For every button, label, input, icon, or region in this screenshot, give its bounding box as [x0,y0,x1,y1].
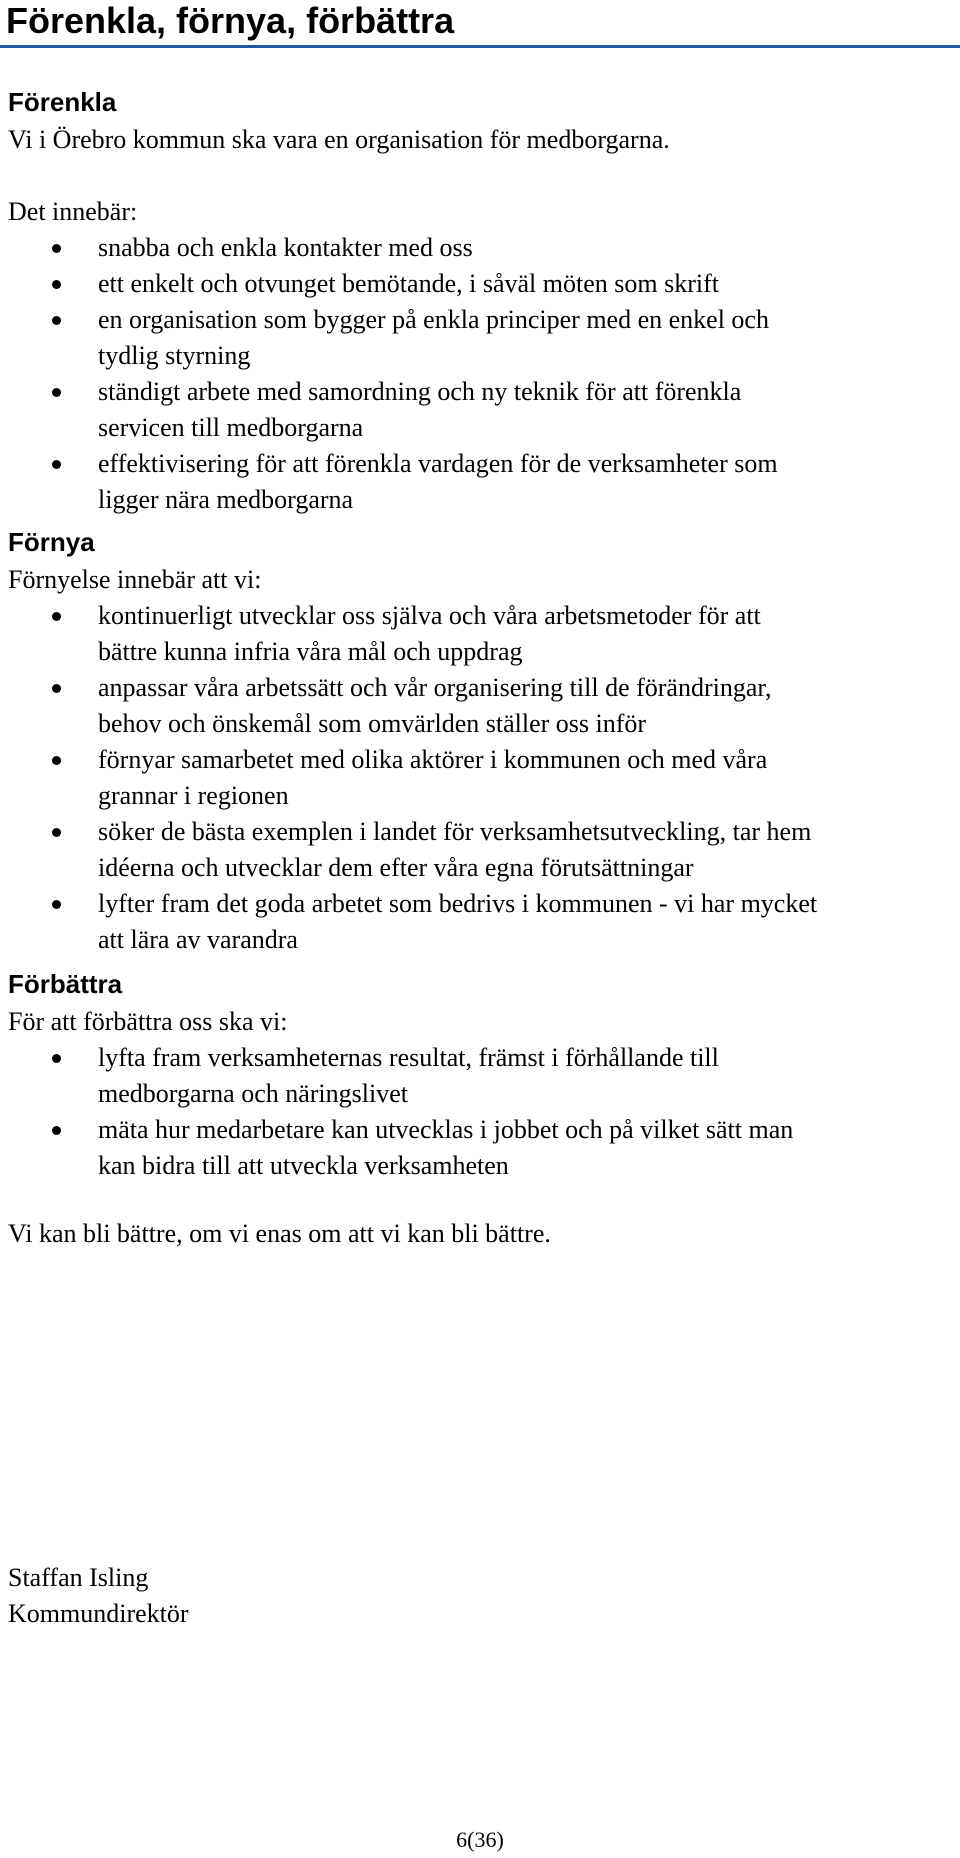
bullet-icon [52,828,61,837]
forenkla-intro: Vi i Örebro kommun ska vara en organisation för medborgarna. [8,125,670,154]
list-item-line: snabba och enkla kontakter med oss [98,233,473,262]
list-item-line: förnyar samarbetet med olika aktörer i kommunen och med våra [98,745,768,774]
list-item [0,598,960,670]
list-item [0,374,960,446]
list-item-line: ligger nära medborgarna [98,485,354,514]
section-fornya [0,524,960,958]
list-item-line: lyfter fram det goda arbetet som bedrivs i kommunen - vi har mycket [98,889,818,918]
list-item-line: bättre kunna infria våra mål och uppdrag [98,637,523,666]
bullet-icon [52,900,61,909]
list-item-line: idéerna och utvecklar dem efter våra egna förutsättningar [98,853,694,882]
list-item-line: ständigt arbete med samordning och ny teknik för att förenkla [98,377,742,406]
bullet-icon [52,1054,61,1063]
bullet-icon [52,612,61,621]
list-item-line: att lära av varandra [98,925,298,954]
fornya-lead: Förnyelse innebär att vi: [8,565,262,594]
bullet-icon [52,1126,61,1135]
section-heading-fornya: Förnya [8,527,95,557]
signature-name: Staffan Isling [8,1563,149,1592]
fornya-list [0,598,960,958]
bullet-icon [52,244,61,253]
title-rule [0,45,960,48]
list-item [0,302,960,374]
list-item-line: anpassar våra arbetssätt och vår organisering till de förändringar, [98,673,772,702]
forenkla-lead: Det innebär: [8,197,138,226]
section-heading-forbattra: Förbättra [8,969,123,999]
list-item [0,742,960,814]
forenkla-list [0,230,960,518]
list-item [0,1112,960,1184]
section-forenkla [0,84,960,518]
list-item-line: grannar i regionen [98,781,289,810]
list-item [0,230,960,266]
bullet-icon [52,684,61,693]
bullet-icon [52,280,61,289]
page-title: Förenkla, förnya, förbättra [6,0,455,41]
list-item-line: en organisation som bygger på enkla principer med en enkel och [98,305,769,334]
list-item-line: servicen till medborgarna [98,413,364,442]
bullet-icon [52,316,61,325]
list-item-line: effektivisering för att förenkla vardagen för de verksamheter som [98,449,778,478]
section-forbattra [0,966,960,1252]
list-item-line: lyfta fram verksamheternas resultat, främst i förhållande till [98,1043,719,1072]
bullet-icon [52,460,61,469]
list-item-line: medborgarna och näringslivet [98,1079,408,1108]
bullet-icon [52,388,61,397]
forbattra-closing: Vi kan bli bättre, om vi enas om att vi kan bli bättre. [8,1219,551,1248]
list-item-line: kan bidra till att utveckla verksamheten [98,1151,509,1180]
signature-role: Kommundirektör [8,1599,189,1628]
list-item [0,670,960,742]
forbattra-lead: För att förbättra oss ska vi: [8,1007,288,1036]
list-item-line: mäta hur medarbetare kan utvecklas i jobbet och på vilket sätt man [98,1115,794,1144]
list-item-line: söker de bästa exemplen i landet för verksamhetsutveckling, tar hem [98,817,812,846]
list-item [0,814,960,886]
section-heading-forenkla: Förenkla [8,87,117,117]
list-item-line: kontinuerligt utvecklar oss själva och våra arbetsmetoder för att [98,601,761,630]
forbattra-list [0,1040,960,1184]
list-item [0,446,960,518]
list-item-line: behov och önskemål som omvärlden ställer oss inför [98,709,647,738]
page-number: 6(36) [456,1827,504,1852]
list-item-line: tydlig styrning [98,341,251,370]
list-item-line: ett enkelt och otvunget bemötande, i såväl möten som skrift [98,269,719,298]
list-item [0,1040,960,1112]
list-item [0,266,960,302]
signature [0,1560,960,1632]
list-item [0,886,960,958]
bullet-icon [52,756,61,765]
